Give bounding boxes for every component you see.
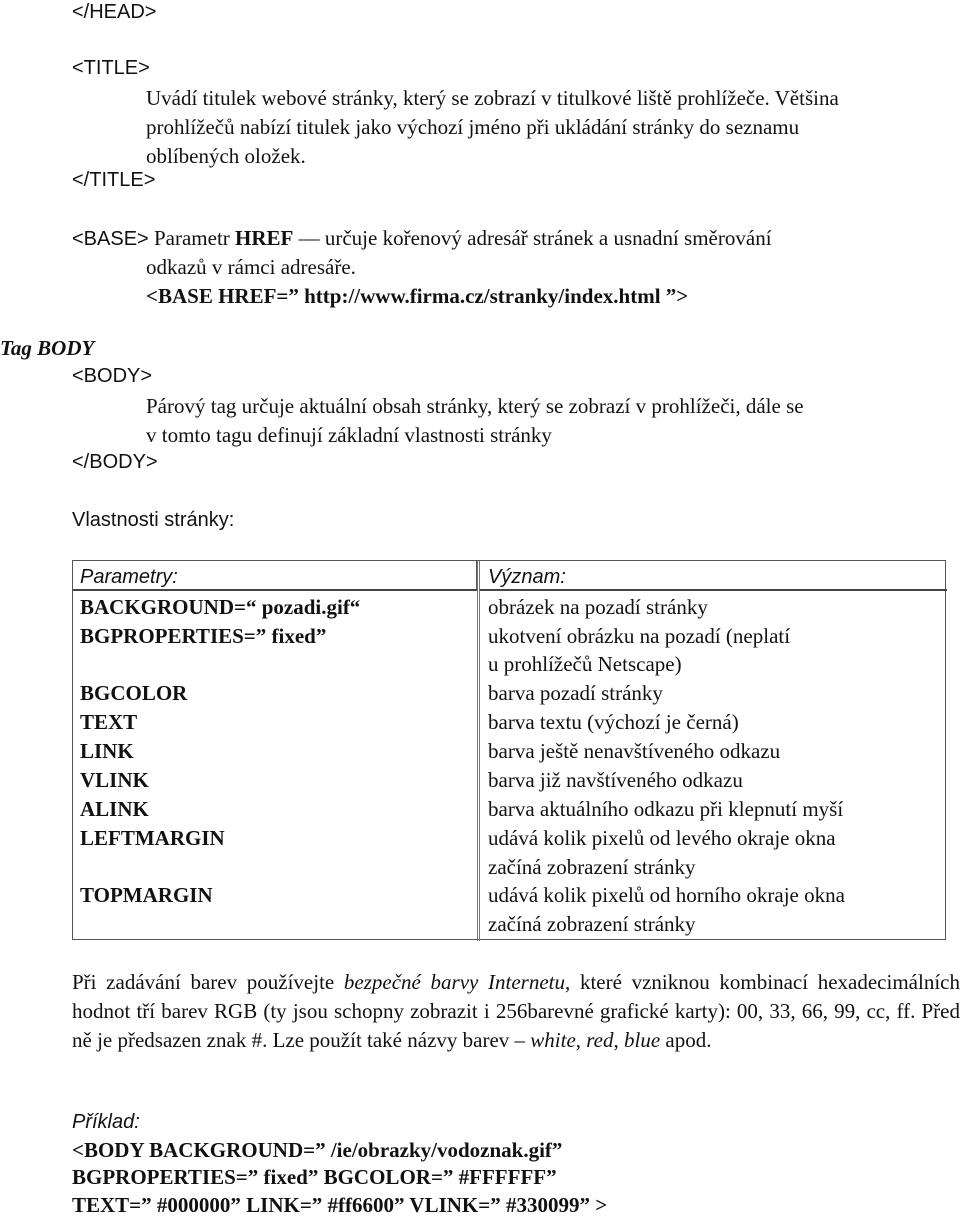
base-example: <BASE HREF=” http://www.firma.cz/stranky/index.html ”>	[146, 284, 689, 308]
example-line-3: TEXT=” #000000” LINK=” #ff6600” VLINK=” #330099” >	[72, 1193, 608, 1217]
colors-text-end: apod.	[665, 1028, 712, 1052]
body-close-tag: </BODY>	[72, 451, 158, 473]
color-name-blue: blue	[624, 1028, 661, 1052]
table-row-meaning: obrázek na pozadí stránky	[488, 595, 708, 619]
table-row-meaning: barva textu (výchozí je černá)	[488, 710, 739, 734]
table-row-meaning-cont: začíná zobrazení stránky	[488, 855, 696, 879]
body-open-tag: <BODY>	[72, 365, 153, 387]
title-desc-line-1: Uvádí titulek webové stránky, který se zobrazí v titulkové liště prohlížeče. Většina	[146, 86, 839, 110]
base-line-2: odkazů v rámci adresáře.	[146, 255, 356, 279]
colors-paragraph	[72, 968, 960, 1055]
base-tag: <BASE>	[72, 228, 149, 250]
title-desc-line-3: oblíbených oložek.	[146, 144, 306, 168]
table-row-meaning: barva ještě nenavštíveného odkazu	[488, 739, 781, 763]
table-row-param: BGPROPERTIES=” fixed”	[80, 624, 327, 648]
table-row-param: TEXT	[80, 710, 138, 734]
color-name-white: white	[530, 1028, 576, 1052]
color-name-red: red	[586, 1028, 614, 1052]
base-text-after: — určuje kořenový adresář stránek a usnadní směrování	[298, 226, 772, 250]
colors-text-2: , které vzniknou kombinací hexadecimálních hodnot tří barev RGB (ty jsou schopny zobrazit i 256barevné grafické karty): 00, 33, 66, 99, cc, ff. Před ně je předsazen znak #. Lze použít také názvy barev –	[72, 970, 960, 1052]
example-label: Příklad:	[72, 1111, 140, 1133]
column-divider-right	[479, 561, 480, 941]
table-row-meaning-cont: u prohlížečů Netscape)	[488, 652, 682, 676]
table-row-meaning: barva již navštíveného odkazu	[488, 768, 743, 792]
table-row-meaning: barva aktuálního odkazu při klepnutí myší	[488, 797, 844, 821]
title-close-tag: </TITLE>	[72, 169, 156, 191]
column-divider-left	[477, 561, 478, 941]
base-param: HREF	[235, 226, 294, 250]
example-line-2: BGPROPERTIES=” fixed” BGCOLOR=” #FFFFFF”	[72, 1165, 557, 1189]
table-row-meaning-cont: začíná zobrazení stránky	[488, 912, 696, 936]
base-text-before: Parametr	[153, 226, 230, 250]
properties-label: Vlastnosti stránky:	[72, 509, 235, 531]
body-desc-line-2: v tomto tagu definují základní vlastnosti stránky	[146, 423, 552, 447]
table-row-param: ALINK	[80, 797, 149, 821]
example-line-1: <BODY BACKGROUND=” /ie/obrazky/vodoznak.gif”	[72, 1138, 563, 1162]
table-row-param: LEFTMARGIN	[80, 826, 225, 850]
table-row-param: BACKGROUND=“ pozadi.gif“	[80, 595, 361, 619]
table-row-meaning: barva pozadí stránky	[488, 681, 663, 705]
separator: ,	[613, 1028, 619, 1052]
title-desc-line-2: prohlížečů nabízí titulek jako výchozí jméno při ukládání stránky do seznamu	[146, 115, 800, 139]
table-row-param: BGCOLOR	[80, 681, 188, 705]
body-heading: Tag BODY	[0, 336, 95, 360]
table-header-meaning: Význam:	[488, 566, 566, 588]
colors-text-1: Při zadávání barev používejte	[72, 970, 335, 994]
separator: ,	[575, 1028, 582, 1052]
table-row-meaning: ukotvení obrázku na pozadí (neplatí	[488, 624, 791, 648]
table-header-parameters: Parametry:	[80, 566, 178, 588]
table-row-param: LINK	[80, 739, 134, 763]
body-desc-line-1: Párový tag určuje aktuální obsah stránky, který se zobrazí v prohlížeči, dále se	[146, 394, 804, 418]
safe-colors-term: bezpečné barvy Internetu	[343, 970, 566, 994]
base-line-1	[72, 224, 772, 253]
table-row-param: VLINK	[80, 768, 149, 792]
head-close-tag: </HEAD>	[72, 1, 157, 23]
table-row-param: TOPMARGIN	[80, 883, 213, 907]
table-row-meaning: udává kolik pixelů od horního okraje okna	[488, 883, 845, 907]
table-row-meaning: udává kolik pixelů od levého okraje okna	[488, 826, 836, 850]
title-open-tag: <TITLE>	[72, 57, 150, 79]
